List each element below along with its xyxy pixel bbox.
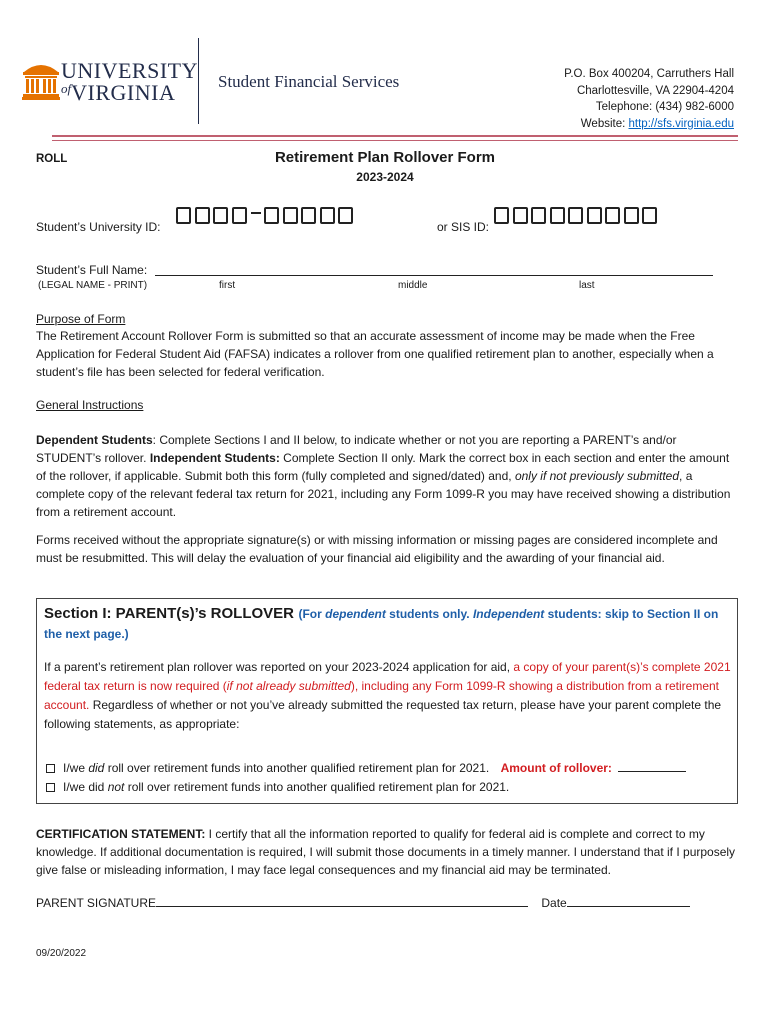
student-id-label: Student’s University ID: (36, 220, 161, 234)
parent-signature-input[interactable] (156, 906, 528, 907)
not-previously-submitted: only if not previously submitted (514, 469, 680, 483)
logo-virginia: VIRGINIA (71, 80, 176, 105)
id-digit-box[interactable] (232, 207, 247, 224)
sis-digit-box[interactable] (624, 207, 639, 224)
section-1-note: (For dependent students only. Independent students: skip to Section II on the next page.) (44, 607, 719, 641)
purpose-text: The Retirement Account Rollover Form is submitted so that an accurate assessment of income may be made when the Free Application for Federal Student Aid (FAFSA) indicates a rollover from one qualified retirement plan to another, especially when a student’s file has been selected for federal verification. (36, 329, 714, 379)
independent-label: Independent Students: (149, 451, 280, 465)
full-name-input[interactable] (155, 275, 713, 276)
website-label: Website: (580, 117, 629, 130)
sis-digit-box[interactable] (513, 207, 528, 224)
student-id-input[interactable] (176, 207, 357, 225)
telephone: Telephone: (434) 982-6000 (595, 101, 734, 113)
section-1-body: If a parent’s retirement plan rollover was reported on your 2023-2024 application for aid, a copy of your parent(s)’s complete 2021 federal tax return is now required (if not already submitted), including any Form 1099-R showing a distribution from a retirement account. Regardless of whether or not you’ve already submitted the requested tax return, please have your parent complete the following statements, as appropriate: (44, 660, 731, 731)
full-name-label: Student’s Full Name: (36, 263, 148, 277)
header-divider (198, 38, 199, 124)
certification-statement: CERTIFICATION STATEMENT: I certify that all the information reported to qualify for federal aid is complete and correct to my knowledge. If additional documentation is required, I will submit those documents in a timely manner. I understand that if I purposely give false or misleading information, I may face legal consequences and my financial aid may be terminated. (36, 827, 736, 877)
id-digit-box[interactable] (264, 207, 279, 224)
independent-text: Complete Section II only. Mark the correct box in each section and enter the amount of the rollover, if applicable. Submit both this form (fully completed and signed/dated) and, (36, 451, 730, 483)
id-digit-box[interactable] (176, 207, 191, 224)
office-address (564, 66, 734, 132)
section-1-heading (44, 604, 732, 644)
amount-of-rollover-input[interactable] (618, 771, 686, 772)
instructions-text (36, 431, 736, 521)
logo-university: UNIVERSITY (61, 58, 198, 83)
checkbox-did-not-rollover[interactable] (46, 783, 55, 792)
name-middle-caption: middle (398, 280, 428, 291)
sis-digit-box[interactable] (605, 207, 620, 224)
name-first-caption: first (219, 280, 236, 291)
sis-digit-box[interactable] (587, 207, 602, 224)
form-code: ROLL (36, 153, 68, 165)
logo-of: of (61, 81, 72, 96)
id-separator (251, 212, 261, 214)
website-link[interactable]: http://sfs.virginia.edu (628, 117, 734, 130)
sis-digit-box[interactable] (642, 207, 657, 224)
university-wordmark (61, 58, 198, 105)
date-input[interactable] (567, 906, 690, 907)
rollover-option-did: I/we did roll over retirement funds into another qualified retirement plan for 2021. Amount of rollover: (46, 759, 734, 777)
checkbox-did-rollover[interactable] (46, 764, 55, 773)
date-label: Date (541, 896, 567, 910)
parent-signature-label: PARENT SIGNATURE (36, 896, 157, 910)
legal-name-note: (LEGAL NAME - PRINT) (38, 280, 148, 291)
dependent-text: : Complete Sections I and II below, to indicate whether or not you are reporting a PARENT’s and/or STUDENT’s rollover. (36, 433, 677, 465)
instructions-closing: , a complete copy of the relevant federal tax return for 2021, including any Form 1099-R you may have received showing a distribution from a retirement account. (36, 469, 731, 519)
address-line-2: Charlottesville, VA 22904-4204 (576, 84, 734, 97)
uva-rotunda-logo-icon (22, 58, 60, 100)
incomplete-warning: Forms received without the appropriate signature(s) or with missing information or missing pages are considered incomplete and must be resubmitted. This will delay the evaluation of your financial aid eligibility and the awarding of your financial aid. (36, 533, 718, 565)
form-title: Retirement Plan Rollover Form (274, 149, 496, 166)
address-line-1: P.O. Box 400204, Carruthers Hall (564, 68, 734, 80)
section-1-title: Section I: PARENT(s)’s ROLLOVER (44, 605, 295, 622)
id-digit-box[interactable] (301, 207, 316, 224)
name-last-caption: last (579, 280, 595, 291)
website-line (564, 116, 734, 133)
id-digit-box[interactable] (213, 207, 228, 224)
sis-id-label: or SIS ID: (437, 220, 490, 234)
header-rule-thin (52, 140, 738, 141)
form-year: 2023-2024 (356, 170, 414, 184)
sis-digit-box[interactable] (531, 207, 546, 224)
purpose-heading: Purpose of Form (36, 312, 126, 326)
sis-digit-box[interactable] (568, 207, 583, 224)
sis-digit-box[interactable] (550, 207, 565, 224)
instructions-heading: General Instructions (36, 398, 144, 412)
dependent-label: Dependent Students (36, 433, 153, 447)
id-digit-box[interactable] (195, 207, 210, 224)
revision-date: 09/20/2022 (36, 948, 87, 959)
department-name: Student Financial Services (218, 72, 400, 91)
id-digit-box[interactable] (338, 207, 353, 224)
header-rule (52, 135, 738, 137)
sis-digit-box[interactable] (494, 207, 509, 224)
parent-signature-row (36, 894, 690, 912)
id-digit-box[interactable] (283, 207, 298, 224)
amount-of-rollover-label: Amount of rollover: (500, 761, 612, 775)
id-digit-box[interactable] (320, 207, 335, 224)
sis-id-input[interactable] (494, 207, 661, 225)
rollover-option-did-not: I/we did not roll over retirement funds into another qualified retirement plan for 2021. (46, 778, 509, 796)
